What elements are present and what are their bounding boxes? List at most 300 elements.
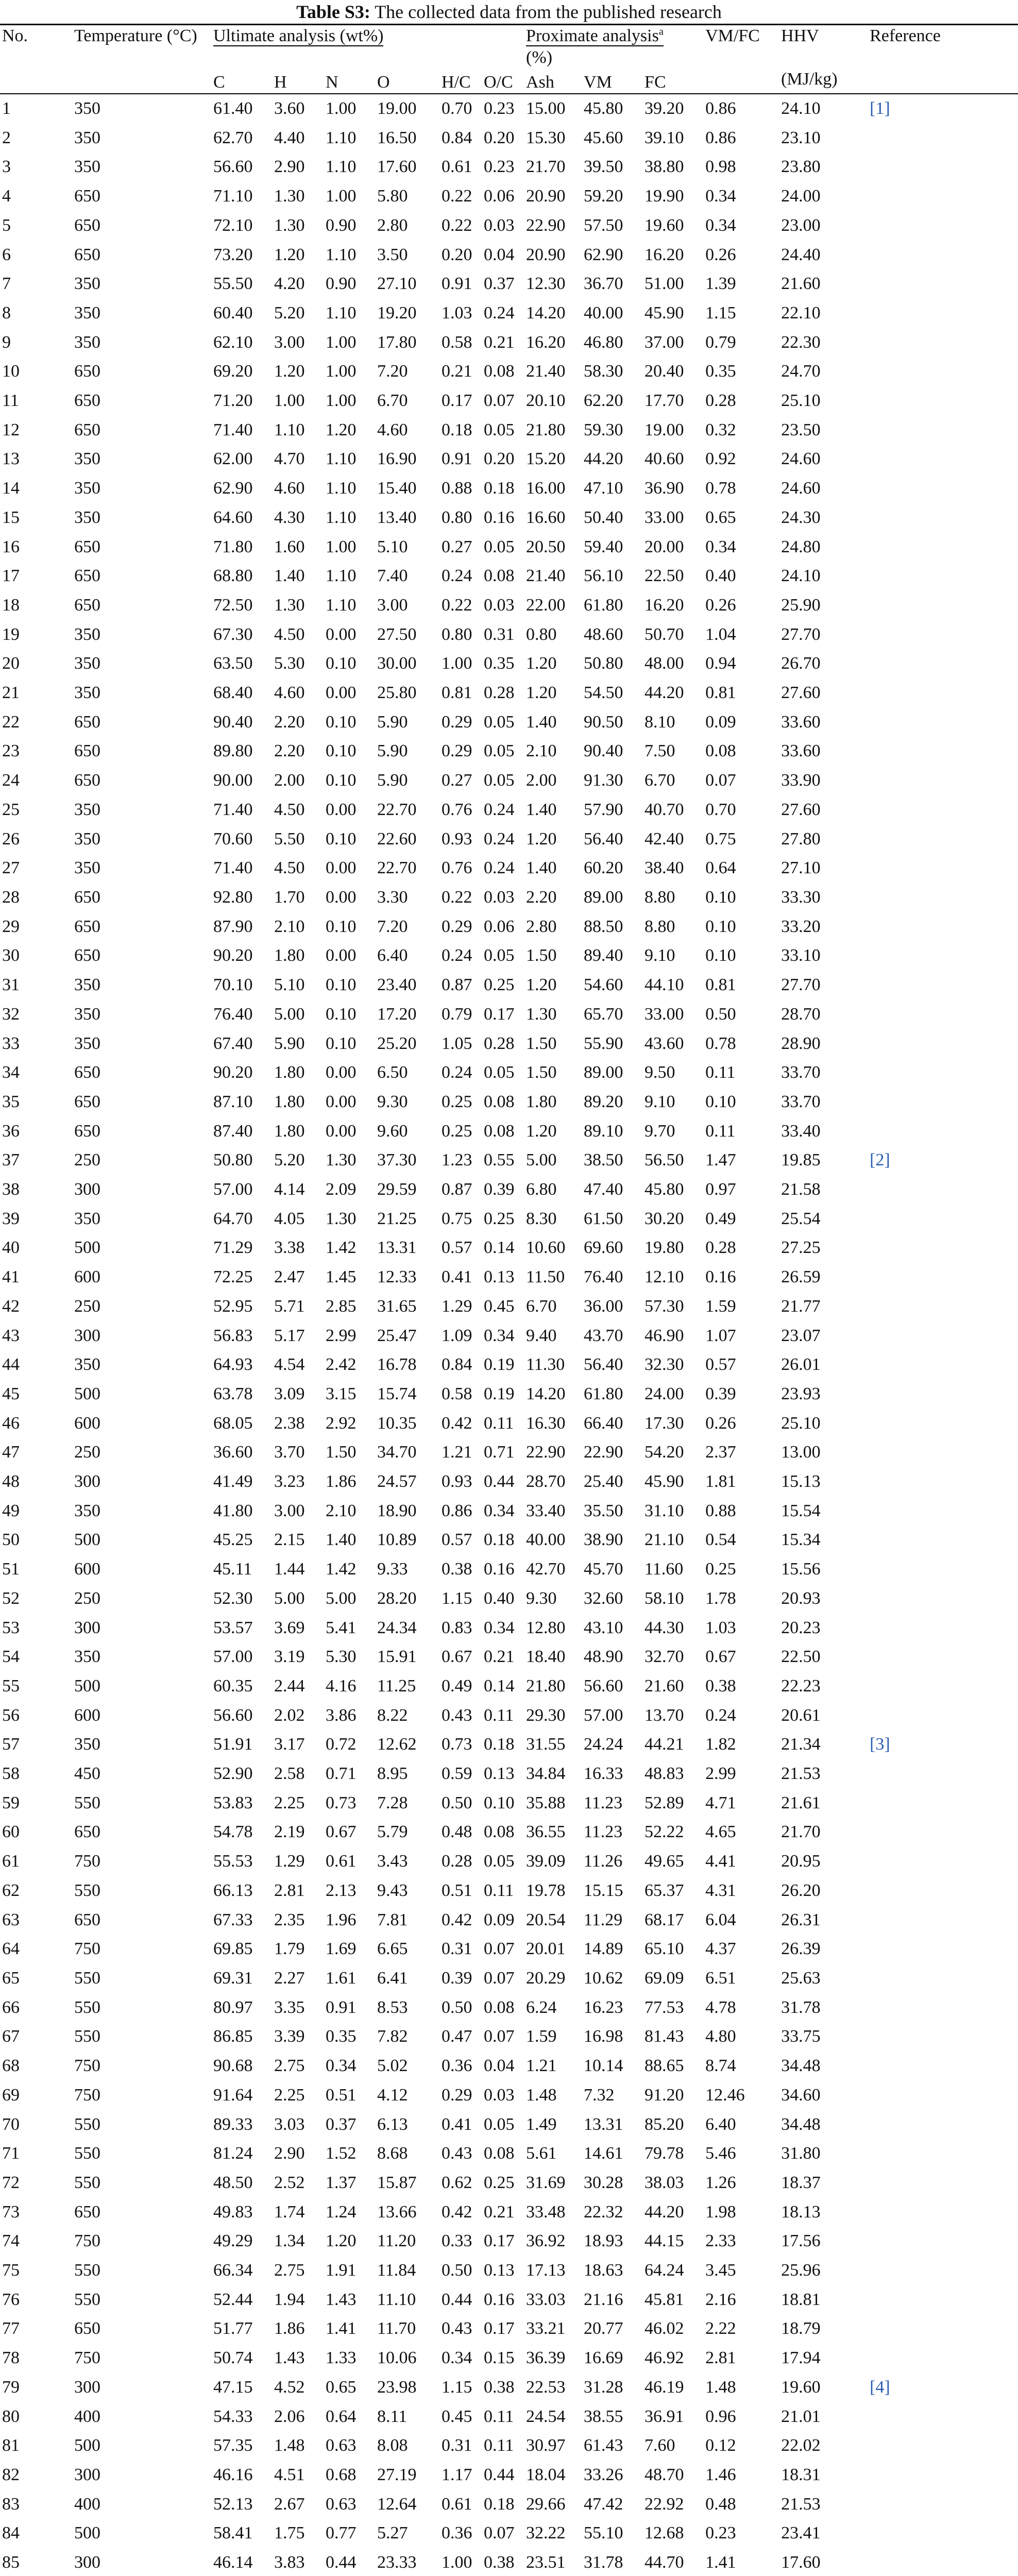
cell-oc: 0.08: [484, 2144, 515, 2163]
cell-o: 10.06: [377, 2348, 417, 2368]
cell-temperature: 750: [74, 2348, 100, 2368]
cell-h: 4.50: [274, 800, 305, 819]
cell-hhv: 15.13: [781, 1472, 821, 1492]
cell-n: 1.91: [326, 2261, 357, 2280]
cell-vm: 38.55: [584, 2406, 623, 2426]
cell-ash: 6.70: [526, 1296, 557, 1316]
cell-oc: 0.35: [484, 654, 515, 673]
cell-c: 87.10: [213, 1092, 253, 1111]
cell-ash: 22.53: [526, 2377, 566, 2397]
cell-hc: 0.73: [442, 1735, 472, 1754]
cell-reference: [868, 299, 1018, 328]
cell-h: 3.00: [274, 1501, 305, 1520]
cell-no: 37: [2, 1150, 20, 1170]
cell-no: 55: [2, 1676, 20, 1696]
table-row: [0, 1672, 1018, 1701]
cell-oc: 0.06: [484, 917, 515, 936]
cell-o: 5.79: [377, 1822, 408, 1842]
cell-o: 12.62: [377, 1735, 417, 1754]
cell-fc: 65.10: [644, 1939, 684, 1959]
cell-fc: 13.70: [644, 1705, 684, 1725]
cell-oc: 0.23: [484, 99, 515, 118]
cell-fc: 45.90: [644, 303, 684, 323]
cell-n: 0.44: [326, 2553, 357, 2572]
cell-oc: 0.16: [484, 507, 515, 527]
cell-no: 7: [2, 274, 11, 294]
cell-ash: 35.88: [526, 1793, 566, 1812]
cell-reference[interactable]: [4]: [870, 2377, 890, 2397]
cell-h: 2.75: [274, 2056, 305, 2076]
table-row: [0, 1759, 1018, 1789]
cell-fc: 44.21: [644, 1735, 684, 1754]
cell-vm: 62.20: [584, 391, 623, 411]
cell-no: 29: [2, 917, 20, 936]
cell-no: 82: [2, 2465, 20, 2484]
cell-vmfc: 0.10: [705, 946, 736, 965]
cell-h: 5.90: [274, 1033, 305, 1053]
cell-c: 54.33: [213, 2406, 253, 2426]
cell-n: 1.43: [326, 2290, 357, 2309]
cell-n: 1.50: [326, 1443, 357, 1462]
cell-oc: 0.09: [484, 1910, 515, 1929]
cell-fc: 38.03: [644, 2173, 684, 2192]
cell-vmfc: 0.50: [705, 1004, 736, 1024]
cell-vm: 61.80: [584, 1384, 623, 1403]
cell-ash: 0.80: [526, 624, 557, 644]
cell-hc: 0.21: [442, 362, 472, 381]
cell-ash: 1.20: [526, 975, 557, 995]
cell-no: 62: [2, 1880, 20, 1900]
cell-vmfc: 0.64: [705, 858, 736, 878]
cell-h: 5.00: [274, 1004, 305, 1024]
cell-h: 2.35: [274, 1910, 305, 1929]
cell-c: 53.83: [213, 1793, 253, 1812]
cell-o: 5.10: [377, 537, 408, 556]
cell-fc: 19.80: [644, 1238, 684, 1258]
cell-o: 34.70: [377, 1443, 417, 1462]
cell-n: 0.10: [326, 741, 357, 761]
header-h: H: [274, 73, 287, 92]
cell-n: 1.41: [326, 2319, 357, 2338]
cell-vmfc: 0.67: [705, 1647, 736, 1667]
cell-no: 13: [2, 449, 20, 469]
cell-no: 51: [2, 1560, 20, 1579]
cell-h: 5.20: [274, 1150, 305, 1170]
cell-oc: 0.16: [484, 1560, 515, 1579]
cell-o: 4.60: [377, 420, 408, 439]
table-row: [0, 737, 1018, 766]
cell-hhv: 23.41: [781, 2523, 821, 2543]
cell-no: 56: [2, 1705, 20, 1725]
cell-oc: 0.05: [484, 712, 515, 732]
cell-reference: [868, 1876, 1018, 1906]
cell-h: 1.94: [274, 2290, 305, 2309]
cell-ash: 12.30: [526, 274, 566, 294]
table-row: [0, 795, 1018, 825]
cell-c: 69.20: [213, 362, 253, 381]
cell-fc: 24.00: [644, 1384, 684, 1403]
cell-n: 0.10: [326, 1033, 357, 1053]
cell-hc: 0.80: [442, 624, 472, 644]
cell-temperature: 650: [74, 946, 100, 965]
cell-n: 0.00: [326, 624, 357, 644]
cell-ash: 1.20: [526, 1121, 557, 1141]
cell-vm: 47.40: [584, 1180, 623, 1199]
cell-n: 1.61: [326, 1969, 357, 1988]
cell-n: 0.90: [326, 274, 357, 294]
cell-hhv: 15.56: [781, 1560, 821, 1579]
cell-o: 24.57: [377, 1472, 417, 1492]
cell-oc: 0.16: [484, 2290, 515, 2309]
table-row: [0, 533, 1018, 562]
cell-hhv: 22.02: [781, 2436, 821, 2455]
cell-n: 0.00: [326, 858, 357, 878]
cell-c: 41.80: [213, 1501, 253, 1520]
cell-fc: 21.10: [644, 1530, 684, 1550]
cell-reference: [868, 474, 1018, 503]
cell-oc: 0.07: [484, 2523, 515, 2543]
cell-hhv: 26.20: [781, 1880, 821, 1900]
cell-no: 48: [2, 1472, 20, 1492]
cell-fc: 54.20: [644, 1443, 684, 1462]
header-fc: FC: [644, 73, 666, 92]
cell-no: 44: [2, 1355, 20, 1375]
cell-hc: 0.25: [442, 1121, 472, 1141]
cell-ash: 9.40: [526, 1326, 557, 1345]
cell-vm: 91.30: [584, 771, 623, 790]
cell-vmfc: 1.41: [705, 2553, 736, 2572]
header-n: N: [326, 73, 338, 92]
cell-vm: 45.80: [584, 99, 623, 118]
cell-temperature: 300: [74, 2377, 100, 2397]
cell-no: 84: [2, 2523, 20, 2543]
table-row: [0, 2402, 1018, 2432]
cell-temperature: 650: [74, 1822, 100, 1842]
cell-temperature: 600: [74, 1267, 100, 1287]
cell-oc: 0.05: [484, 771, 515, 790]
cell-ash: 9.30: [526, 1588, 557, 1608]
table-row: [0, 1117, 1018, 1146]
cell-hc: 0.22: [442, 187, 472, 206]
cell-temperature: 750: [74, 1852, 100, 1871]
table-row: [0, 1409, 1018, 1438]
cell-h: 2.38: [274, 1413, 305, 1433]
cell-hhv: 33.70: [781, 1063, 821, 1082]
cell-hc: 0.22: [442, 887, 472, 907]
cell-temperature: 350: [74, 449, 100, 469]
cell-fc: 46.92: [644, 2348, 684, 2368]
cell-fc: 46.02: [644, 2319, 684, 2338]
cell-no: 1: [2, 99, 11, 118]
cell-fc: 44.10: [644, 975, 684, 995]
cell-vm: 89.10: [584, 1121, 623, 1141]
cell-hhv: 23.93: [781, 1384, 821, 1403]
cell-reference: [868, 2256, 1018, 2285]
table-row: [0, 1526, 1018, 1555]
cell-reference: [868, 533, 1018, 562]
table-row: [0, 1292, 1018, 1321]
cell-vm: 11.23: [584, 1793, 623, 1812]
cell-n: 1.10: [326, 479, 357, 498]
table-row: [0, 1029, 1018, 1059]
cell-c: 66.34: [213, 2261, 253, 2280]
cell-n: 1.00: [326, 362, 357, 381]
cell-temperature: 650: [74, 245, 100, 264]
cell-c: 50.80: [213, 1150, 253, 1170]
cell-hc: 0.34: [442, 2348, 472, 2368]
cell-fc: 11.60: [644, 1560, 684, 1579]
cell-temperature: 350: [74, 1004, 100, 1024]
cell-vm: 14.89: [584, 1939, 623, 1959]
cell-vm: 15.15: [584, 1880, 623, 1900]
cell-c: 61.40: [213, 99, 253, 118]
cell-ash: 18.40: [526, 1647, 566, 1667]
table-row: [0, 152, 1018, 182]
cell-reference: [868, 2198, 1018, 2227]
cell-reference: [868, 2052, 1018, 2081]
cell-o: 8.53: [377, 1997, 408, 2017]
cell-no: 50: [2, 1530, 20, 1550]
cell-hhv: 23.00: [781, 215, 821, 235]
cell-hc: 0.61: [442, 157, 472, 177]
cell-h: 5.71: [274, 1296, 305, 1316]
cell-reference: [868, 124, 1018, 153]
cell-hhv: 24.30: [781, 507, 821, 527]
cell-c: 52.44: [213, 2290, 253, 2309]
cell-c: 71.10: [213, 187, 253, 206]
cell-temperature: 350: [74, 507, 100, 527]
cell-ash: 1.20: [526, 683, 557, 703]
cell-vmfc: 1.81: [705, 1472, 736, 1492]
cell-c: 55.53: [213, 1852, 253, 1871]
cell-n: 4.16: [326, 1676, 357, 1696]
cell-h: 4.60: [274, 479, 305, 498]
cell-c: 72.50: [213, 595, 253, 615]
cell-no: 76: [2, 2290, 20, 2309]
cell-reference: [868, 1117, 1018, 1146]
cell-hc: 1.15: [442, 2377, 472, 2397]
cell-o: 5.90: [377, 741, 408, 761]
table-row: [0, 1584, 1018, 1614]
cell-temperature: 650: [74, 391, 100, 411]
cell-o: 6.65: [377, 1939, 408, 1959]
table-row: [0, 124, 1018, 153]
cell-vm: 47.10: [584, 479, 623, 498]
cell-c: 90.68: [213, 2056, 253, 2076]
cell-ash: 32.22: [526, 2523, 566, 2543]
cell-o: 3.43: [377, 1852, 408, 1871]
cell-o: 9.30: [377, 1092, 408, 1111]
cell-hc: 0.59: [442, 1764, 472, 1784]
cell-oc: 0.13: [484, 1267, 515, 1287]
cell-temperature: 750: [74, 2085, 100, 2105]
cell-oc: 0.08: [484, 1822, 515, 1842]
cell-fc: 81.43: [644, 2027, 684, 2046]
cell-ash: 14.20: [526, 1384, 566, 1403]
cell-h: 2.25: [274, 1793, 305, 1812]
cell-hhv: 33.20: [781, 917, 821, 936]
cell-hhv: 20.23: [781, 1618, 821, 1637]
cell-n: 1.30: [326, 1209, 357, 1228]
cell-reference: [868, 241, 1018, 270]
cell-h: 5.50: [274, 829, 305, 849]
cell-h: 3.23: [274, 1472, 305, 1492]
cell-hhv: 33.40: [781, 1121, 821, 1141]
cell-hc: 0.70: [442, 99, 472, 118]
cell-c: 64.93: [213, 1355, 253, 1375]
cell-no: 24: [2, 771, 20, 790]
cell-vmfc: 6.51: [705, 1969, 736, 1988]
cell-vmfc: 2.81: [705, 2348, 736, 2368]
cell-hc: 1.17: [442, 2465, 472, 2484]
cell-temperature: 550: [74, 2173, 100, 2192]
cell-ash: 2.80: [526, 917, 557, 936]
cell-c: 91.64: [213, 2085, 253, 2105]
cell-reference[interactable]: [1]: [870, 99, 890, 118]
cell-reference[interactable]: [2]: [870, 1150, 890, 1170]
cell-vmfc: 4.78: [705, 1997, 736, 2017]
cell-o: 23.40: [377, 975, 417, 995]
cell-temperature: 550: [74, 2144, 100, 2163]
cell-vmfc: 0.94: [705, 654, 736, 673]
cell-no: 78: [2, 2348, 20, 2368]
cell-n: 1.40: [326, 1530, 357, 1550]
cell-ash: 1.50: [526, 946, 557, 965]
cell-ash: 8.30: [526, 1209, 557, 1228]
cell-n: 1.33: [326, 2348, 357, 2368]
table-row: [0, 1321, 1018, 1351]
cell-no: 69: [2, 2085, 20, 2105]
cell-hhv: 25.10: [781, 1413, 821, 1433]
cell-hhv: 18.81: [781, 2290, 821, 2309]
cell-vmfc: 2.37: [705, 1443, 736, 1462]
cell-hhv: 19.85: [781, 1150, 821, 1170]
cell-reference: [868, 620, 1018, 650]
cell-h: 2.27: [274, 1969, 305, 1988]
cell-vmfc: 1.15: [705, 303, 736, 323]
cell-h: 2.90: [274, 2144, 305, 2163]
cell-temperature: 350: [74, 274, 100, 294]
cell-hc: 0.87: [442, 1180, 472, 1199]
cell-n: 0.67: [326, 1822, 357, 1842]
cell-hc: 0.42: [442, 1910, 472, 1929]
table-row: [0, 1701, 1018, 1731]
cell-reference: [868, 1409, 1018, 1438]
cell-n: 0.00: [326, 1063, 357, 1082]
cell-oc: 0.08: [484, 1997, 515, 2017]
cell-n: 0.00: [326, 683, 357, 703]
cell-vmfc: 0.57: [705, 1355, 736, 1375]
cell-oc: 0.08: [484, 362, 515, 381]
cell-hc: 0.41: [442, 1267, 472, 1287]
cell-vm: 59.20: [584, 187, 623, 206]
cell-vmfc: 0.97: [705, 1180, 736, 1199]
cell-oc: 0.17: [484, 2319, 515, 2338]
cell-reference[interactable]: [3]: [870, 1735, 890, 1754]
table-row: [0, 241, 1018, 270]
cell-temperature: 550: [74, 2027, 100, 2046]
cell-reference: [868, 1438, 1018, 1467]
table-row: [0, 2519, 1018, 2548]
table-row: [0, 94, 1018, 124]
cell-h: 1.74: [274, 2202, 305, 2222]
cell-no: 54: [2, 1647, 20, 1667]
cell-vmfc: 0.10: [705, 1092, 736, 1111]
cell-fc: 79.78: [644, 2144, 684, 2163]
cell-hc: 0.62: [442, 2173, 472, 2192]
cell-fc: 16.20: [644, 595, 684, 615]
cell-c: 68.40: [213, 683, 253, 703]
cell-n: 3.86: [326, 1705, 357, 1725]
cell-no: 80: [2, 2406, 20, 2426]
cell-h: 1.34: [274, 2231, 305, 2251]
table-row: [0, 2110, 1018, 2140]
cell-c: 90.40: [213, 712, 253, 732]
cell-oc: 0.14: [484, 1238, 515, 1258]
table-row: [0, 474, 1018, 503]
cell-fc: 6.70: [644, 771, 675, 790]
cell-c: 90.20: [213, 946, 253, 965]
cell-temperature: 650: [74, 215, 100, 235]
cell-o: 6.50: [377, 1063, 408, 1082]
cell-c: 52.95: [213, 1296, 253, 1316]
cell-temperature: 500: [74, 1676, 100, 1696]
table-row: [0, 2431, 1018, 2461]
cell-o: 16.78: [377, 1355, 417, 1375]
cell-oc: 0.11: [484, 2406, 514, 2426]
cell-fc: 69.09: [644, 1969, 684, 1988]
cell-ash: 1.49: [526, 2114, 557, 2134]
table-row: [0, 2373, 1018, 2402]
cell-vmfc: 0.54: [705, 1530, 736, 1550]
cell-oc: 0.14: [484, 1676, 515, 1696]
cell-temperature: 550: [74, 1969, 100, 1988]
cell-oc: 0.18: [484, 479, 515, 498]
cell-ash: 1.80: [526, 1092, 557, 1111]
cell-hc: 0.25: [442, 1092, 472, 1111]
cell-no: 85: [2, 2553, 20, 2572]
cell-vm: 55.10: [584, 2523, 623, 2543]
cell-h: 1.48: [274, 2436, 305, 2455]
cell-hhv: 20.95: [781, 1852, 821, 1871]
cell-vm: 89.00: [584, 887, 623, 907]
cell-fc: 45.90: [644, 1472, 684, 1492]
cell-temperature: 350: [74, 157, 100, 177]
cell-hhv: 28.90: [781, 1033, 821, 1053]
cell-ash: 20.50: [526, 537, 566, 556]
cell-reference: [868, 1672, 1018, 1701]
cell-vmfc: 2.33: [705, 2231, 736, 2251]
cell-oc: 0.24: [484, 303, 515, 323]
cell-hc: 1.15: [442, 1588, 472, 1608]
cell-o: 8.68: [377, 2144, 408, 2163]
table-row: [0, 2168, 1018, 2198]
cell-reference: [868, 795, 1018, 825]
cell-n: 0.51: [326, 2085, 357, 2105]
cell-hhv: 22.10: [781, 303, 821, 323]
cell-temperature: 650: [74, 741, 100, 761]
cell-ash: 10.60: [526, 1238, 566, 1258]
cell-o: 4.12: [377, 2085, 408, 2105]
cell-no: 28: [2, 887, 20, 907]
cell-hhv: 27.70: [781, 624, 821, 644]
table-row: [0, 2256, 1018, 2285]
cell-vmfc: 2.16: [705, 2290, 736, 2309]
cell-temperature: 650: [74, 1121, 100, 1141]
cell-vm: 89.20: [584, 1092, 623, 1111]
cell-vmfc: 4.65: [705, 1822, 736, 1842]
cell-o: 5.27: [377, 2523, 408, 2543]
